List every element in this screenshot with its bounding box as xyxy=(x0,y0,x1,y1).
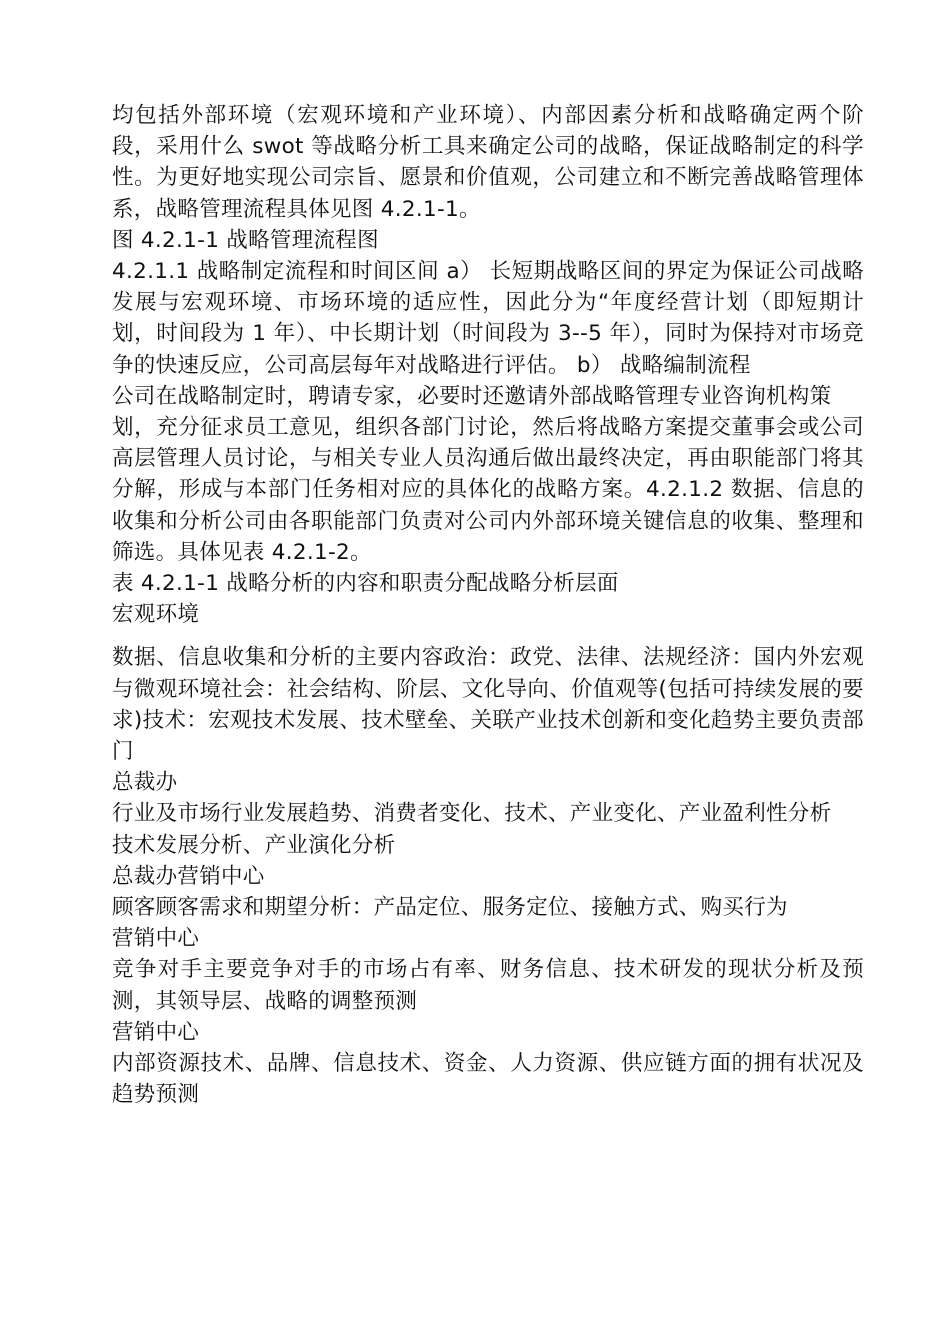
paragraph-planning: 划，充分征求员工意见，组织各部门讨论，然后将战略方案提交董事会或公司高层管理人员讨论，与相关专业人员沟通后做出最终决定，再由职能部门将其分解，形成与本部门任务相对应的具体化的战略方案。4.2.1.2 数据、信息的收集和分析公司由各职能部门负责对公司内外部环境关键信息的收集、整理和筛选。具体见表 4.2.1-2。 xyxy=(112,415,864,565)
table-row-macro-dept: 总裁办 xyxy=(112,770,178,796)
table-row-customer-content: 顾客顾客需求和期望分析：产品定位、服务定位、接触方式、购买行为 xyxy=(112,895,788,921)
table-row-industry-tech: 技术发展分析、产业演化分析 xyxy=(112,832,396,858)
figure-caption: 图 4.2.1-1 战略管理流程图 xyxy=(112,227,379,253)
table-row-industry-content: 行业及市场行业发展趋势、消费者变化、技术、产业变化、产业盈利性分析 xyxy=(112,801,832,827)
document-body xyxy=(112,100,864,1111)
table-row-competitor-content: 竞争对手主要竞争对手的市场占有率、财务信息、技术研发的现状分析及预测，其领导层、战略的调整预测 xyxy=(112,957,864,1014)
paragraph-strategy-intro: 均包括外部环境（宏观环境和产业环境）、内部因素分析和战略确定两个阶段，采用什么 swot 等战略分析工具来确定公司的战略，保证战略制定的科学性。为更好地实现公司宗旨、愿景和价值观，公司建立和不断完善战略管理体系，战略管理流程具体见图 4.2.1-1。 xyxy=(112,103,864,222)
paragraph-strategy-timeline: 4.2.1.1 战略制定流程和时间区间 a） 长短期战略区间的界定为保证公司战略发展与宏观环境、市场环境的适应性，因此分为“年度经营计划（即短期计划，时间段为 1 年）、中长期计划（时间段为 3--5 年），同时为保持对市场竞争的快速反应，公司高层每年对战略进行评估。 b） 战略编制流程 xyxy=(112,259,864,378)
table-row-macro-content: 数据、信息收集和分析的主要内容政治：政党、法律、法规经济：国内外宏观与微观环境社会：社会结构、阶层、文化导向、价值观等(包括可持续发展的要求)技术：宏观技术发展、技术壁垒、关联产业技术创新和变化趋势主要负责部门 xyxy=(112,645,864,765)
table-row-internal-content: 内部资源技术、品牌、信息技术、资金、人力资源、供应链方面的拥有状况及趋势预测 xyxy=(112,1051,864,1108)
table-row-competitor-dept: 营销中心 xyxy=(112,1019,200,1045)
table-row-macro-label: 宏观环境 xyxy=(112,602,200,628)
paragraph-experts: 公司在战略制定时，聘请专家，必要时还邀请外部战略管理专业咨询机构策 xyxy=(112,383,832,409)
table-row-customer-dept: 营销中心 xyxy=(112,926,200,952)
table-row-industry-dept: 总裁办营销中心 xyxy=(112,863,265,889)
table-caption: 表 4.2.1-1 战略分析的内容和职责分配战略分析层面 xyxy=(112,571,619,597)
